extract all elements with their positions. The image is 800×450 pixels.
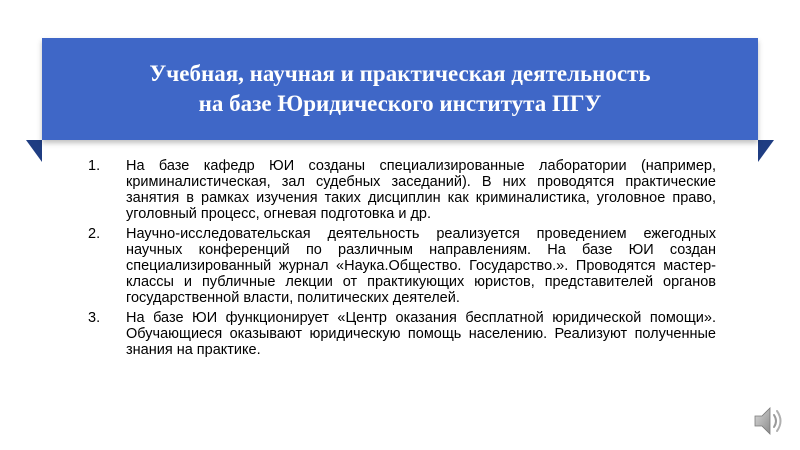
list-item — [88, 158, 716, 222]
list-item-text: Научно-исследовательская деятельность реализуется проведением ежегодных научных конференций по различным направлениям. На базе ЮИ создан специализированный журнал «Наука.Общество. Государство.». Проводятся мастер-классы и публичные лекции от практикующих юристов, представителей органов государственной власти, политических деятелей. — [126, 226, 716, 306]
title-banner — [42, 38, 758, 140]
numbered-list — [88, 158, 716, 362]
list-item-number: 2. — [88, 226, 101, 242]
list-item-text: На базе кафедр ЮИ созданы специализированные лаборатории (например, криминалистическая, зал судебных заседаний). В них проводятся практические занятия в рамках изучения таких дисциплин как криминалистика, уголовное право, уголовный процесс, огневая подготовка и др. — [126, 158, 716, 222]
banner-fold-left — [26, 140, 42, 162]
banner-fold-right — [758, 140, 774, 162]
speaker-icon[interactable] — [752, 404, 788, 438]
list-item-number: 1. — [88, 158, 101, 174]
slide-title-line-1: Учебная, научная и практическая деятельность — [149, 61, 651, 86]
list-item — [88, 226, 716, 306]
slide-title-line-2: на базе Юридического института ПГУ — [198, 91, 602, 116]
list-item-number: 3. — [88, 310, 101, 326]
list-item — [88, 310, 716, 358]
list-item-text: На базе ЮИ функционирует «Центр оказания бесплатной юридической помощи». Обучающиеся оказывают юридическую помощь населению. Реализуют полученные знания на практике. — [126, 310, 716, 358]
